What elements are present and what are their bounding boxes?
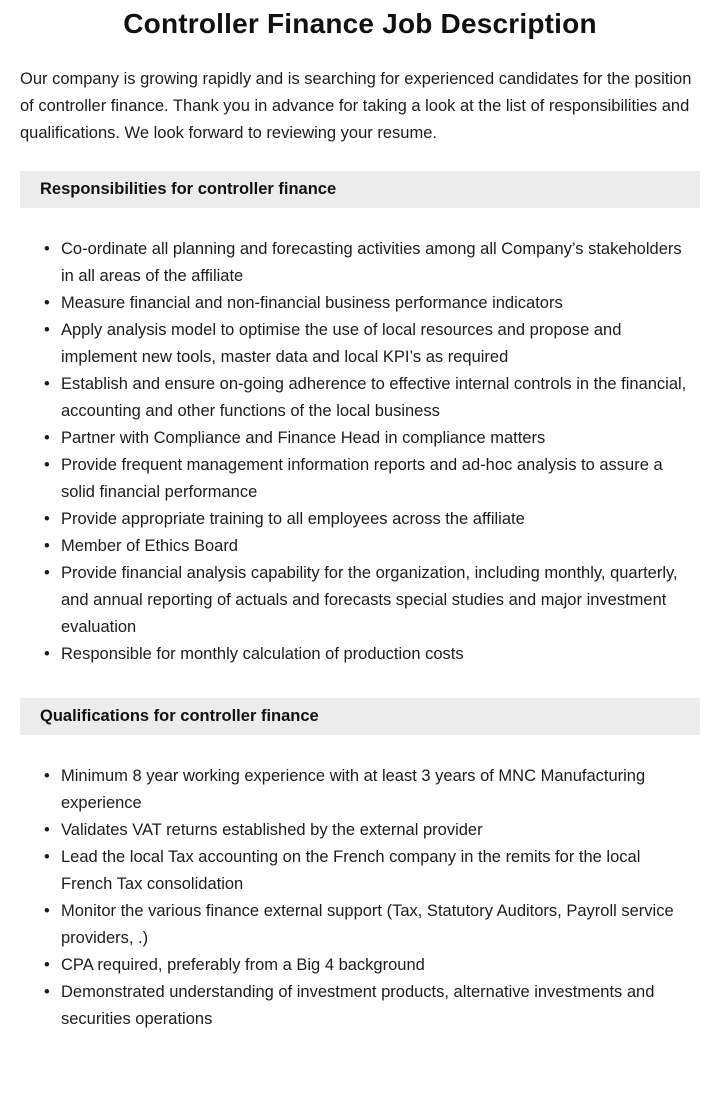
list-item: • Provide frequent management information reports and ad-hoc analysis to assure a solid financial performance xyxy=(61,452,694,506)
list-item: • Minimum 8 year working experience with at least 3 years of MNC Manufacturing experience xyxy=(61,763,694,817)
intro-paragraph: Our company is growing rapidly and is searching for experienced candidates for the position of controller finance. Thank you in advance for taking a look at the list of responsibilities and qualifications. We look forward to reviewing your resume. xyxy=(20,70,692,142)
list-item: • Establish and ensure on-going adherence to effective internal controls in the financial, accounting and other functions of the local business xyxy=(61,371,694,425)
list-item: • Apply analysis model to optimise the use of local resources and propose and implement new tools, master data and local KPI’s as required xyxy=(61,317,694,371)
qualifications-list xyxy=(20,763,700,1033)
page-title: Controller Finance Job Description xyxy=(123,8,597,39)
list-item: • Member of Ethics Board xyxy=(61,533,694,560)
list-item: • Responsible for monthly calculation of production costs xyxy=(61,641,694,668)
list-item: • Measure financial and non-financial business performance indicators xyxy=(61,290,694,317)
list-item: • Provide financial analysis capability for the organization, including monthly, quarterly, and annual reporting of actuals and forecasts special studies and major investment evaluation xyxy=(61,560,694,641)
list-item: • Partner with Compliance and Finance Head in compliance matters xyxy=(61,425,694,452)
list-item: • Lead the local Tax accounting on the French company in the remits for the local French Tax consolidation xyxy=(61,844,694,898)
section-responsibilities xyxy=(20,171,700,668)
list-item: • Provide appropriate training to all employees across the affiliate xyxy=(61,506,694,533)
qualifications-heading: Qualifications for controller finance xyxy=(20,698,700,735)
list-item: • Validates VAT returns established by the external provider xyxy=(61,817,694,844)
list-item: • Demonstrated understanding of investment products, alternative investments and securities operations xyxy=(61,979,694,1033)
list-item: • Co-ordinate all planning and forecasting activities among all Company’s stakeholders in all areas of the affiliate xyxy=(61,236,694,290)
list-item: • CPA required, preferably from a Big 4 background xyxy=(61,952,694,979)
responsibilities-list xyxy=(20,236,700,668)
responsibilities-heading: Responsibilities for controller finance xyxy=(20,171,700,208)
list-item: • Monitor the various finance external support (Tax, Statutory Auditors, Payroll service providers, .) xyxy=(61,898,694,952)
section-qualifications xyxy=(20,698,700,1033)
